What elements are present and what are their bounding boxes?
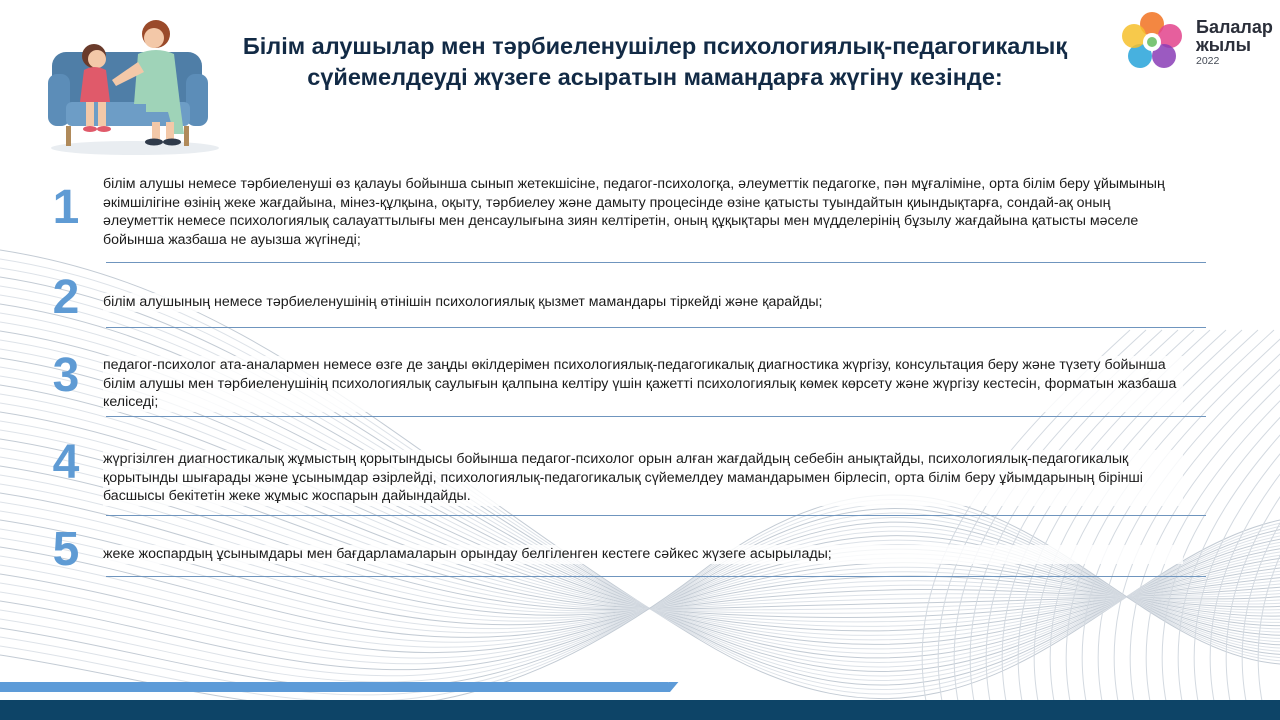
logo-text-line2: жылы [1196, 35, 1251, 55]
item-text: жүргізілген диагностикалық жұмыстың қорытындысы бойынша педагог-психолог орын алған жағдайдың себебін анықтайды, психологиялық-педагогикалық қорытынды шығарады және ұсынымдар әзірлейді, психологиялық-педагогикалық сүйемелдеу мамандарымен бірлесіп, орта білім беру ұйымдарының бірінші басшысы бекітетін жеке жұмыс жоспарын дайындайды. [103, 450, 1183, 506]
item-divider [106, 515, 1206, 516]
item-divider [106, 576, 1206, 577]
background-wave-line [1210, 330, 1280, 720]
page-title: Білім алушылар мен тәрбиеленушілер психологиялық-педагогикалық сүйемелдеуді жүзеге асыратын мамандарға жүгіну кезінде: [242, 33, 1068, 90]
item-number: 4 [52, 436, 80, 489]
item-text: білім алушы немесе тәрбиеленуші өз қалауы бойынша сынып жетекшісіне, педагог-психологқа, әлеуметтік педагогке, пән мұғаліміне, орта білім беру ұйымының әкімшілігіне өзінің жеке жағдайына, мінез-құлқына, оқыту, тәрбиелеу және дамыту процесінде өзіне қатысты туындайтын қиындықтарға, сондай-ақ оның әлеуметтік немесе психологиялық салауаттылығы мен денсаулығына зиян келтіретін, оның құқықтары мен мүдделерінің бұзылу жағдайына қатысты мәселе бойынша жазбаша не ауызша жүгінеді; [103, 175, 1183, 249]
mother-child-sofa-illustration [46, 12, 224, 158]
item-text: білім алушының немесе тәрбиеленушінің өтінішін психологиялық қызмет мамандары тіркейді және қарайды; [103, 293, 1183, 312]
item-divider [106, 416, 1206, 417]
footer-band-dark [0, 700, 1280, 720]
item-divider [106, 327, 1206, 328]
item-number: 2 [52, 271, 80, 324]
item-text: педагог-психолог ата-аналармен немесе өзге де заңды өкілдерімен психологиялық-педагогикалық диагностика жүргізу, консультация беру және түзету бойынша білім алушы мен тәрбиеленушінің психологиялық саулығын қалпына келтіру үшін қажетті психологиялық көмек көрсету және жүргізу кестесін, форматын жазбаша келіседі; [103, 356, 1183, 412]
footer-band-light [0, 682, 668, 692]
item-number: 5 [52, 523, 80, 576]
item-number: 3 [52, 349, 80, 402]
item-divider [106, 262, 1206, 263]
logo-year: 2022 [1196, 55, 1220, 67]
background-wave-line [1178, 330, 1280, 720]
background-wave-line [1194, 330, 1280, 720]
balalar-zhyly-logo [1118, 10, 1278, 72]
flower-logo-icon [1118, 10, 1186, 72]
logo-text-line1: Балалар [1196, 17, 1273, 37]
item-text: жеке жоспардың ұсынымдары мен бағдарламаларын орындау белгіленген кестеге сәйкес жүзеге асырылады; [103, 545, 1183, 564]
item-number: 1 [52, 181, 80, 234]
